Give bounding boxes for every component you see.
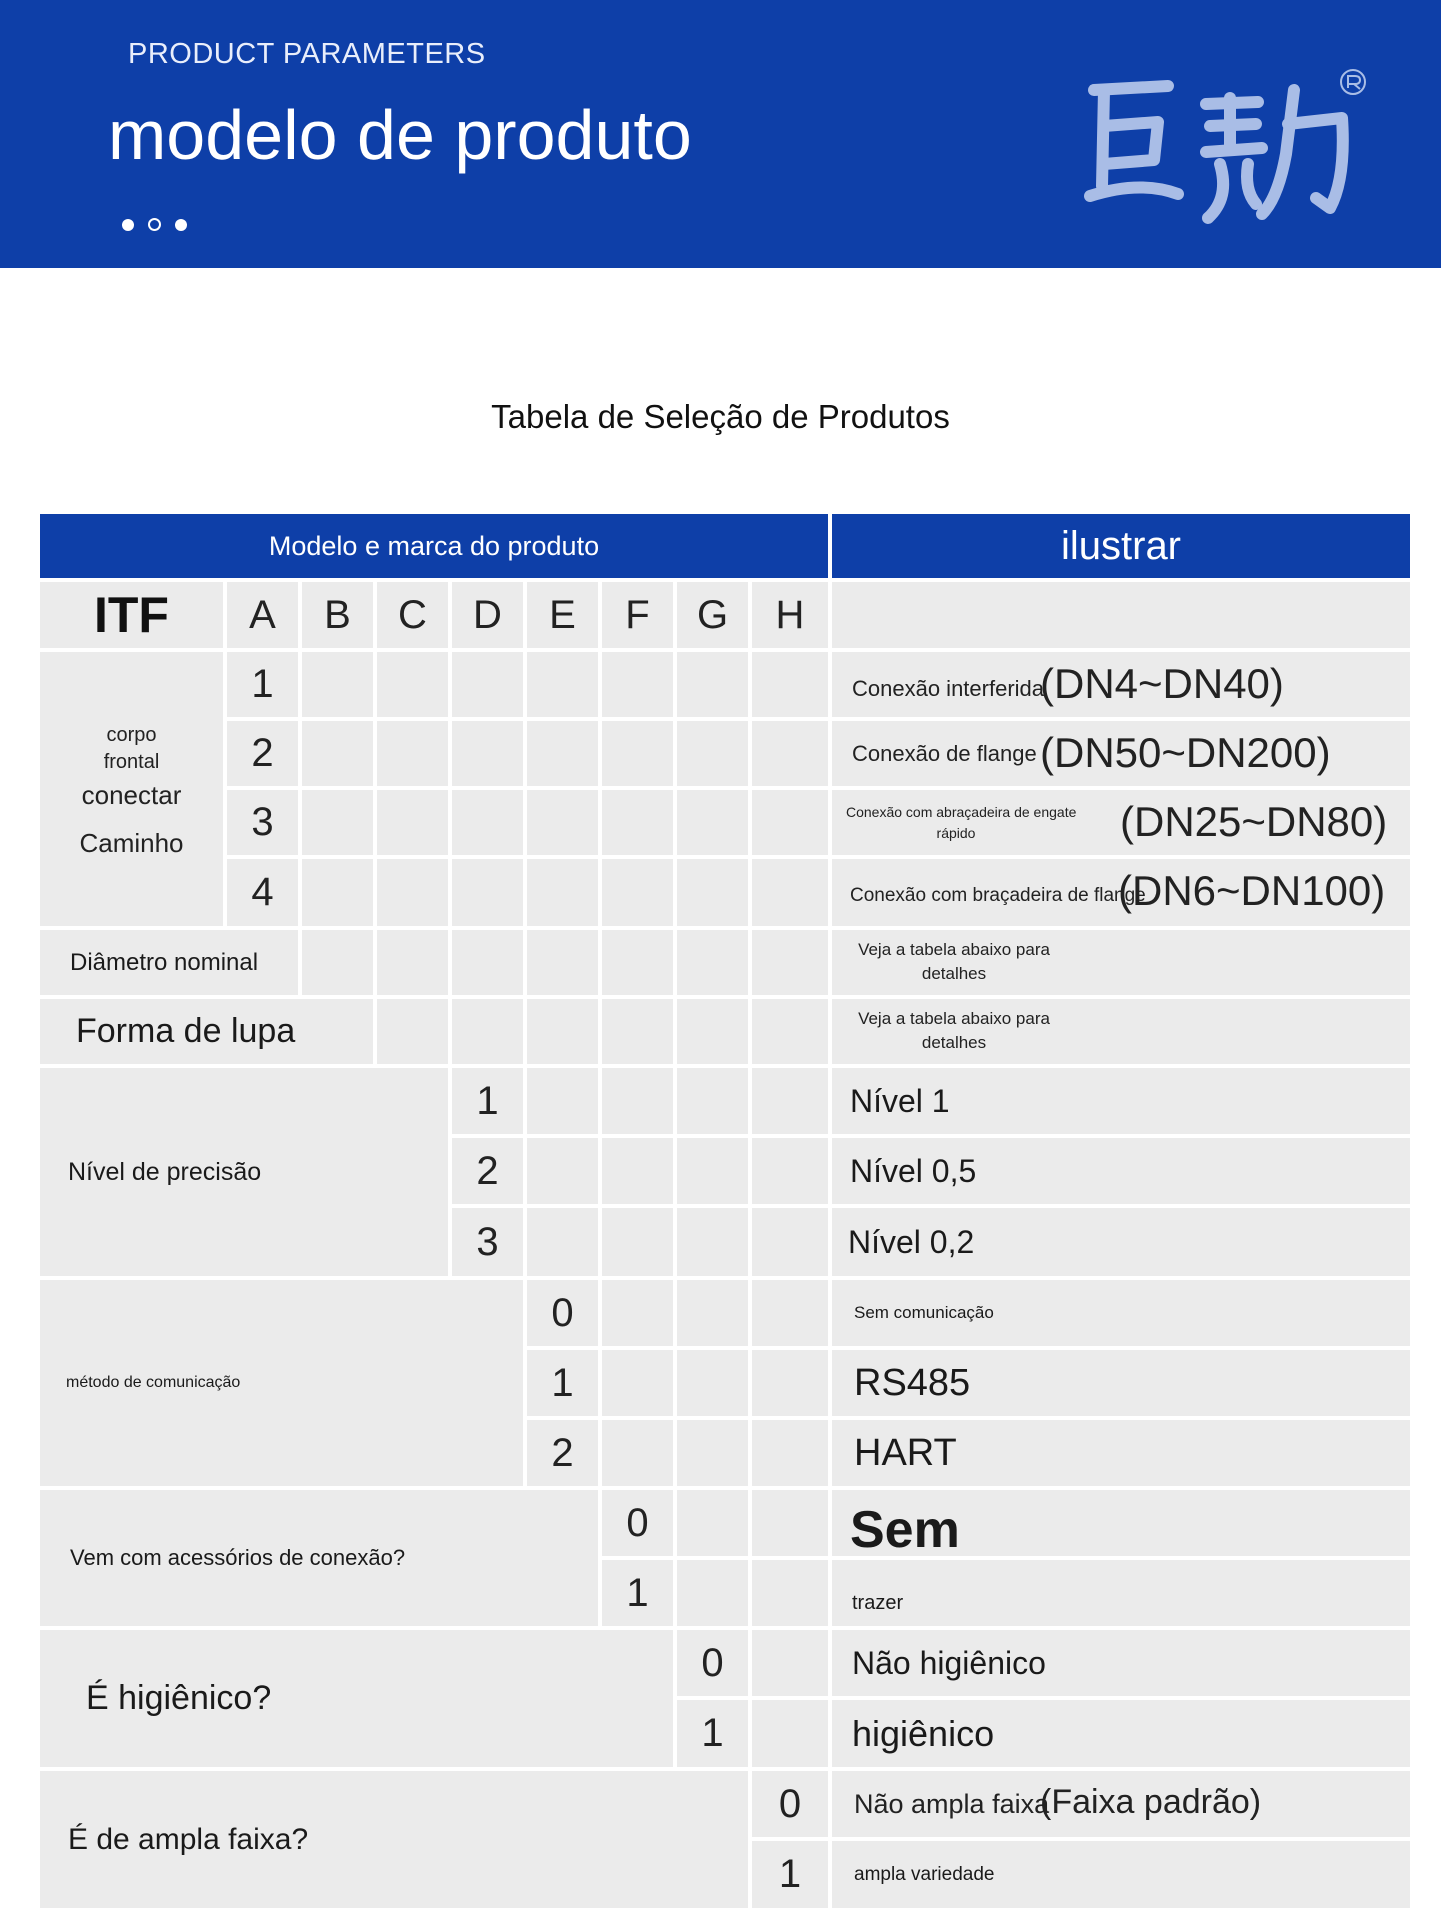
description-text-line: Veja a tabela abaixo para [858,940,1050,959]
empty-cell [677,1208,748,1276]
empty-cell [752,1700,828,1767]
body-connection-label-cell [40,652,223,926]
description-cell [832,999,1410,1064]
column-letter: D [452,582,523,648]
empty-cell [752,1208,828,1276]
carousel-dot[interactable] [122,219,134,231]
code-cell: 0 [677,1630,748,1696]
accuracy-label: Nível de precisão [68,1157,262,1186]
description-text: Sem [850,1501,960,1559]
description-text: Nível 0,5 [850,1152,977,1189]
brand-logo [1080,68,1370,238]
description-text: RS485 [854,1361,971,1404]
empty-cell [302,721,373,786]
description-text: Conexão interferida [852,676,1045,701]
carousel-dots [122,218,187,231]
hygienic-label: É higiênico? [86,1679,272,1717]
empty-cell [752,721,828,786]
description-range: (DN6~DN100) [1118,867,1386,914]
description-text: ampla variedade [854,1863,995,1885]
empty-cell [527,790,598,855]
empty-cell [752,1630,828,1696]
communication-label: método de comunicação [66,1374,241,1391]
empty-cell [602,859,673,926]
description-text: Não higiênico [852,1644,1046,1681]
description-cell [832,1630,1410,1696]
communication-label-cell [40,1280,523,1486]
empty-cell [752,652,828,717]
column-letter: C [377,582,448,648]
empty-cell [677,1280,748,1346]
description-cell [832,859,1410,926]
empty-cell [602,652,673,717]
empty-cell [377,999,448,1064]
empty-cell [452,930,523,995]
empty-cell [527,652,598,717]
empty-cell [602,1208,673,1276]
empty-cell [752,999,828,1064]
description-cell [832,1490,1410,1559]
empty-cell [677,1560,748,1626]
empty-cell [752,930,828,995]
description-text: Conexão com braçadeira de flange [850,885,1146,906]
empty-cell [677,1068,748,1134]
description-cell [832,1138,1410,1204]
empty-cell [677,859,748,926]
empty-cell [752,1350,828,1416]
empty-cell [452,721,523,786]
description-range: (DN4~DN40) [1040,660,1284,707]
empty-cell [677,1420,748,1486]
nominal-diameter-label: Diâmetro nominal [70,948,259,976]
empty-cell [452,652,523,717]
description-text: HART [854,1431,957,1474]
description-cell [832,721,1410,786]
empty-cell [677,999,748,1064]
banner-eyebrow: PRODUCT PARAMETERS [128,38,486,70]
wide-range-label: É de ampla faixa? [68,1822,309,1856]
empty-cell [752,1420,828,1486]
description-cell [832,1700,1410,1767]
code-cell: 3 [227,790,298,855]
empty-cell [302,652,373,717]
description-text: Nível 1 [850,1082,950,1119]
description-text-line: rápido [936,825,976,841]
column-letter: A [227,582,298,648]
empty-cell [527,999,598,1064]
column-letter: E [527,582,598,648]
loupe-shape-label: Forma de lupa [76,1012,296,1050]
description-range: (DN25~DN80) [1120,798,1388,845]
body-connection-label-line: conectar [81,780,182,810]
empty-cell [602,790,673,855]
empty-cell [602,1280,673,1346]
code-cell: 3 [452,1208,523,1276]
description-text-line: detalhes [921,964,987,983]
banner-title: modelo de produto [108,96,692,174]
accuracy-label-cell [40,1068,448,1276]
code-cell: 1 [602,1560,673,1626]
description-text: Sem comunicação [854,1303,994,1322]
header-banner [0,0,1441,268]
description-cell [832,1208,1410,1276]
table-header-illustrate: ilustrar [832,514,1410,578]
description-text: Conexão de flange [852,741,1037,766]
code-cell: 1 [227,652,298,717]
description-cell [832,930,1410,995]
nominal-diameter-label-cell [40,930,298,995]
code-cell: 0 [527,1280,598,1346]
accessories-label-cell [40,1490,598,1626]
empty-cell [602,930,673,995]
empty-cell [677,652,748,717]
empty-cell [527,859,598,926]
empty-cell [302,859,373,926]
loupe-shape-label-cell [40,999,373,1064]
empty-cell [677,930,748,995]
description-text-line: detalhes [921,1033,987,1052]
empty-cell [677,1138,748,1204]
illustrate-empty-cell [832,582,1410,648]
empty-cell [602,1138,673,1204]
empty-cell [602,1420,673,1486]
code-cell: 2 [452,1138,523,1204]
empty-cell [377,790,448,855]
description-cell [832,1280,1410,1346]
table-title: Tabela de Seleção de Produtos [491,398,950,435]
empty-cell [752,1138,828,1204]
code-cell: 1 [677,1700,748,1767]
body-connection-label-line: Caminho [79,828,184,858]
description-text: trazer [852,1591,904,1614]
empty-cell [377,652,448,717]
column-letter: B [302,582,373,648]
empty-cell [452,790,523,855]
description-cell [832,1560,1410,1626]
code-cell: 1 [452,1068,523,1134]
code-cell: 0 [752,1771,828,1837]
empty-cell [302,930,373,995]
empty-cell [527,1068,598,1134]
empty-cell [377,721,448,786]
description-text-line: Conexão com abraçadeira de engate [846,804,1077,820]
accessories-label: Vem com acessórios de conexão? [70,1545,406,1570]
description-cell [832,1841,1410,1908]
wide-range-label-cell [40,1771,748,1908]
empty-cell [752,1490,828,1556]
description-range: (Faixa padrão) [1040,1783,1262,1821]
empty-cell [752,1280,828,1346]
empty-cell [752,1560,828,1626]
description-range: (DN50~DN200) [1040,729,1331,776]
description-text-line: Veja a tabela abaixo para [858,1009,1050,1028]
empty-cell [677,1490,748,1556]
empty-cell [527,721,598,786]
empty-cell [752,859,828,926]
description-text: Nível 0,2 [848,1223,975,1260]
description-cell [832,1068,1410,1134]
body-connection-label-line: frontal [103,751,160,773]
description-cell [832,1771,1410,1837]
code-cell: 4 [227,859,298,926]
code-cell: 0 [602,1490,673,1556]
code-cell: 2 [527,1420,598,1486]
empty-cell [302,790,373,855]
empty-cell [377,930,448,995]
description-text: Não ampla faixa [854,1789,1050,1819]
empty-cell [602,1068,673,1134]
description-cell [832,790,1410,855]
table-header-model: Modelo e marca do produto [40,514,828,578]
empty-cell [527,1138,598,1204]
empty-cell [677,721,748,786]
description-cell [832,1420,1410,1486]
carousel-dot-active[interactable] [148,218,161,231]
empty-cell [677,790,748,855]
carousel-dot[interactable] [175,219,187,231]
code-cell: 1 [527,1350,598,1416]
description-text: higiênico [852,1712,995,1754]
column-letter: G [677,582,748,648]
empty-cell [602,999,673,1064]
hygienic-label-cell [40,1630,673,1767]
empty-cell [602,1350,673,1416]
empty-cell [677,1350,748,1416]
column-letter: H [752,582,828,648]
empty-cell [452,859,523,926]
code-cell: 2 [227,721,298,786]
empty-cell [377,859,448,926]
description-cell [832,652,1410,717]
column-letter: F [602,582,673,648]
empty-cell [527,930,598,995]
empty-cell [452,999,523,1064]
body-connection-label-line: corpo [106,724,157,746]
code-cell: 1 [752,1841,828,1908]
empty-cell [752,790,828,855]
model-code: ITF [40,582,223,648]
empty-cell [752,1068,828,1134]
empty-cell [602,721,673,786]
description-cell [832,1350,1410,1416]
empty-cell [527,1208,598,1276]
